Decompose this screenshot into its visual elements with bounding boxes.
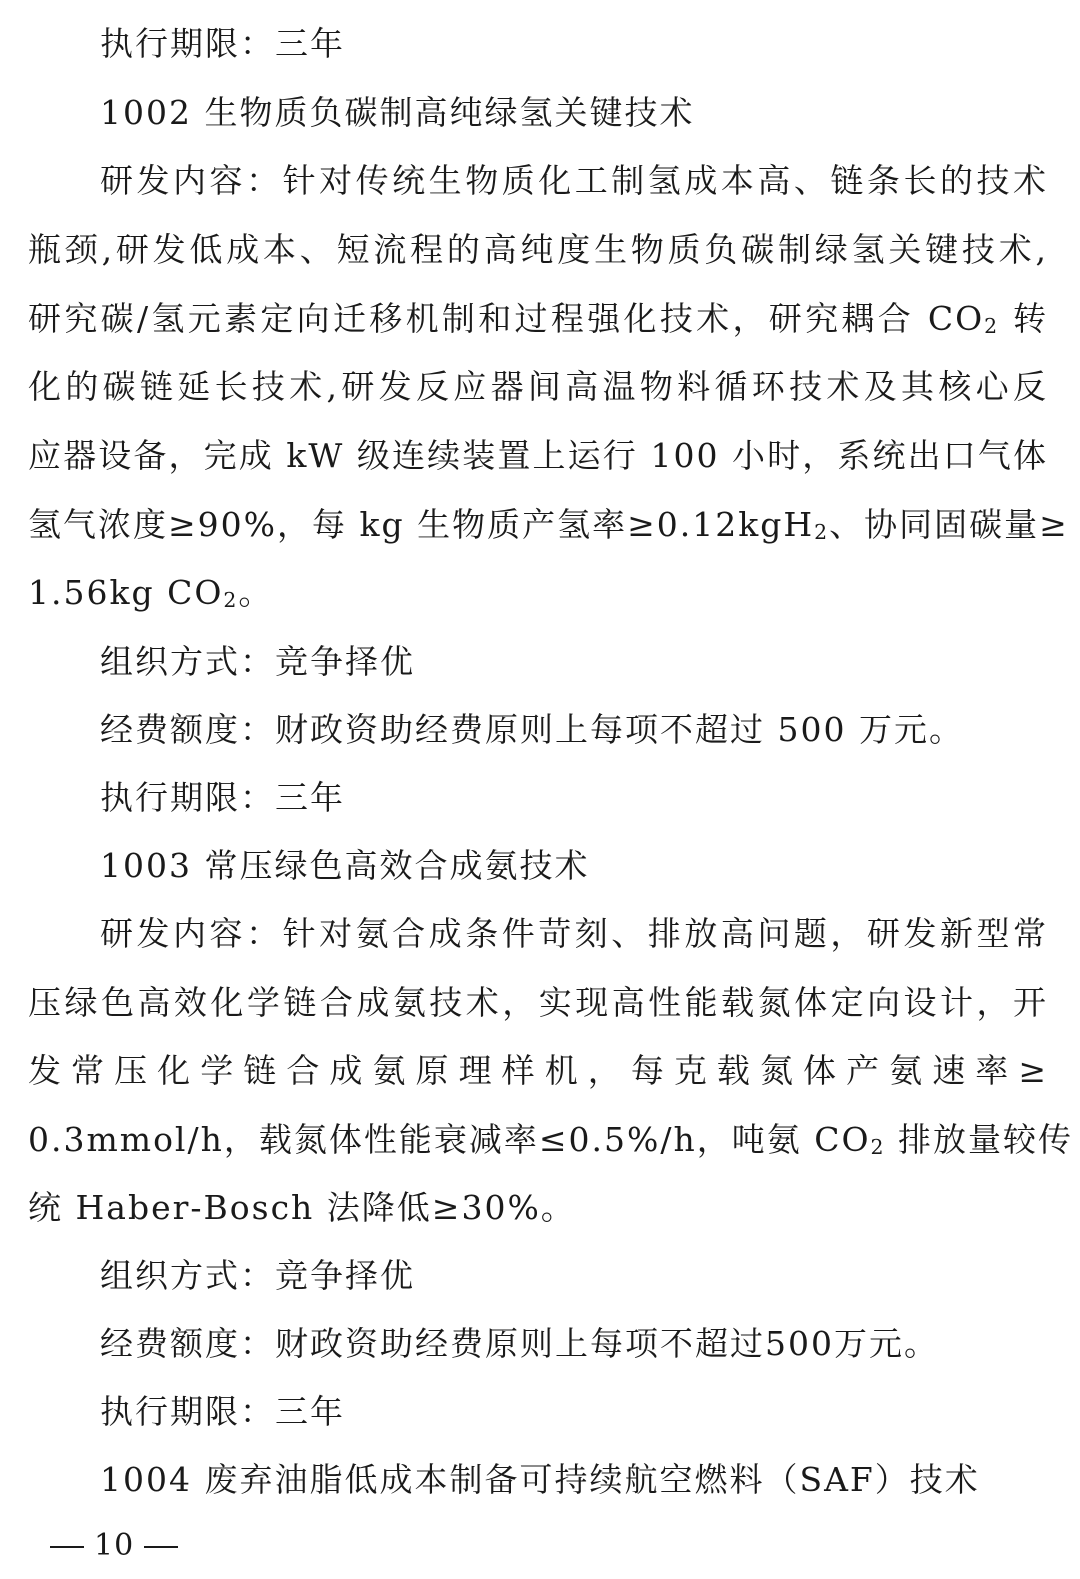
project-1002-content-line: 氢气浓度≥90%，每 kg 生物质产氢率≥0.12kgH$_2$、协同固碳量≥: [28, 505, 1069, 545]
project-1003-content-line: 压绿色高效化学链合成氨技术，实现高性能载氮体定向设计，开: [28, 983, 1048, 1022]
project-1004-title: 1004 废弃油脂低成本制备可持续航空燃料（SAF）技术: [100, 1460, 980, 1499]
project-1003-content-line: 统 Haber-Bosch 法降低≥30%。: [28, 1188, 576, 1227]
project-1002-content-line: 化的碳链延长技术,研发反应器间高温物料循环技术及其核心反: [28, 367, 1048, 406]
project-1002-content-line: 研发内容：针对传统生物质化工制氢成本高、链条长的技术: [100, 161, 1048, 200]
project-1003-organization: 组织方式：竞争择优: [100, 1256, 415, 1295]
period-text: 执行期限：三年: [100, 24, 345, 63]
project-1002-organization: 组织方式：竞争择优: [100, 642, 415, 681]
project-1003-content-line: 发常压化学链合成氨原理样机，每克载氮体产氨速率≥: [28, 1051, 1048, 1090]
project-1003-content-line: 0.3mmol/h，载氮体性能衰减率≤0.5%/h，吨氨 $CO_2$ 排放量较传: [28, 1120, 1074, 1160]
project-1002-title: 1002 生物质负碳制高纯绿氢关键技术: [100, 93, 695, 132]
project-1003-content-line: 研发内容：针对氨合成条件苛刻、排放高问题，研发新型常: [100, 914, 1048, 953]
project-1002-content-line: 应器设备，完成 kW 级连续装置上运行 100 小时，系统出口气体: [28, 436, 1048, 475]
page-footer: [40, 1526, 188, 1566]
project-1002-content-line: 研究碳/氢元素定向迁移机制和过程强化技术，研究耦合 $CO_2$ 转: [28, 299, 1048, 339]
footer-dash-left: [50, 1546, 84, 1548]
project-1002-period: 执行期限：三年: [100, 778, 345, 817]
project-1003-period: 执行期限：三年: [100, 1392, 345, 1431]
project-1003-title: 1003 常压绿色高效合成氨技术: [100, 846, 590, 885]
project-1003-funding: 经费额度：财政资助经费原则上每项不超过500万元。: [100, 1324, 939, 1363]
project-1002-content-line: 1.56kg $CO_2$。: [28, 573, 274, 613]
project-1002-funding: 经费额度：财政资助经费原则上每项不超过 500 万元。: [100, 710, 964, 749]
project-1002-content-line: 瓶颈,研发低成本、短流程的高纯度生物质负碳制绿氢关键技术,: [28, 230, 1048, 269]
footer-dash-right: [144, 1546, 178, 1548]
page-number: 10: [94, 1528, 135, 1563]
